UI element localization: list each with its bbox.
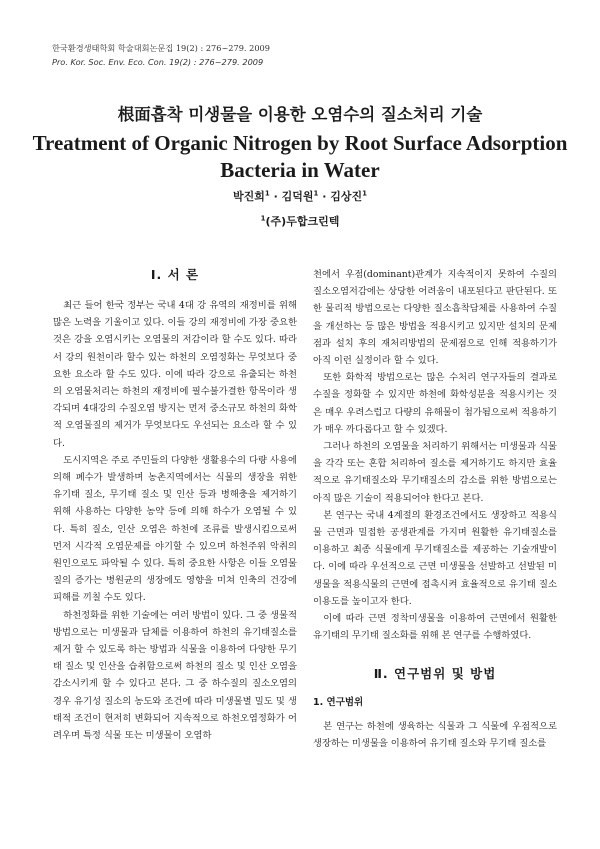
journal-citation-en: Pro. Kor. Soc. Env. Eco. Con. 19(2) : 276~279. 2009 xyxy=(52,57,264,67)
affiliation-name: (주)두합크린텍 xyxy=(265,215,340,228)
author-affiliation-mark: 1 xyxy=(313,189,319,198)
affiliation xyxy=(0,213,600,229)
paragraph: 하천정화를 위한 기술에는 여러 방법이 있다. 그 중 생물적 방법으로는 미생물과 담체를 이용하여 하천의 유기태질소를 제거 할 수 있도록 하는 방법과 식물을 이용하여 다양한 무기태 질소 및 인산을 습취함으로써 하천의 질소 및 인산 오염을 감소시키게 할 수 있다고 본다. 그 중 하수질의 질소오염의 경우 유기성 질소의 농도와 조건에 따라 미생물별 밀도 및 생태적 조건이 현저히 변화되어 지속적으로 하천오염정화가 어려우며 특정 식물 또는 미생물이 오염하 xyxy=(53,609,297,742)
journal-citation-ko: 한국환경생태학회 학술대회논문집 19(2) : 276~279. 2009 xyxy=(52,43,270,53)
paragraph: 본 연구는 하천에 생육하는 식물과 그 식물에 우점적으로 생장하는 미생물을 이용하여 유기태 질소와 무기태 질소를 xyxy=(313,720,557,749)
journal-citation xyxy=(52,41,270,69)
paragraph: 그러나 하천의 오염물을 처리하기 위해서는 미생물과 식물을 각각 또는 혼합 처리하여 질소를 제거하기도 하지만 효율적으로 유기태질소와 무기태질소의 감소를 위한 방법으로는 아직 많은 기술이 적용되어야 한다고 본다. xyxy=(313,441,557,504)
paragraph: 이에 따라 근면 정착미생물을 이용하여 근면에서 원활한 유기태의 무기태 질소화를 위해 본 연구를 수행하였다. xyxy=(313,613,557,642)
paragraph: 최근 들어 한국 정부는 국내 4대 강 유역의 재정비를 위해 많은 노력을 기울이고 있다. 이들 강의 재정비에 가장 중요한 것은 강을 오염시키는 오염물의 저감이라 할 수도 있다. 따라서 강의 원천이라 할수 있는 하천의 오염정화는 무엇보다 중요한 요소라 할 수도 있다. 이에 따라 강으로 유출되는 하천의 오염물처리는 하천의 재정비에 필수불가결한 항목이라 생각되며 4대강의 수질오염 방지는 먼저 중소규모 하천의 화학적 오염물질의 제거가 무엇보다도 우선되는 요소라 할 수 있다. xyxy=(53,300,297,449)
author-name: 김덕원 xyxy=(281,190,314,203)
paragraph: 천에서 우점(dominant)관계가 지속적이지 못하여 수질의 질소오염저감에는 상당한 어려움이 내포된다고 판단된다. 또한 물리적 방법으로는 다양한 질소흡착담체를 사용하여 수질을 개선하는 등 많은 방법을 적용시키고 있지만 설치의 문제점과 설치 후의 재처리방법의 문제점으로 인해 적용하기가 아직 이런 실정이라 할 수 있다. xyxy=(313,269,557,367)
author-list xyxy=(0,188,600,204)
title-english: Treatment of Organic Nitrogen by Root Surface Adsorption Bacteria in Water xyxy=(32,131,568,182)
right-column xyxy=(313,266,557,752)
author-separator: · xyxy=(318,190,331,203)
paragraph: 또한 화학적 방법으로는 많은 수처리 연구자들의 결과로 수질을 정화할 수 있지만 하천에 화학성분을 적용시키는 것은 매우 우려스럽고 다량의 유해물이 첨가됨으로써 적용하기가 매우 까다롭다고 할 수 있겠다. xyxy=(313,372,557,435)
author-affiliation-mark: 1 xyxy=(362,189,367,198)
author-name: 김상진 xyxy=(330,190,363,203)
author-name: 박진희 xyxy=(233,190,265,203)
title-korean: 根面흡착 미생물을 이용한 오염수의 질소처리 기술 xyxy=(117,105,483,124)
section-heading-scope-methods: Ⅱ. 연구범위 및 방법 xyxy=(373,666,497,682)
subsection-heading: 1. 연구범위 xyxy=(313,697,364,709)
author-affiliation-mark: 1 xyxy=(264,189,270,198)
left-column xyxy=(53,263,297,744)
paragraph: 도시지역은 주로 주민들의 다양한 생활용수의 다량 사용에 의해 폐수가 발생하며 농촌지역에서는 식물의 생장을 위한 유기태 질소, 무기태 질소 및 인산 등과 병해충을 제거하기 위해 사용하는 다양한 농약 등에 의해 하수가 오염될 수 있다. 특히 질소, 인산 오염은 하천에 조류를 발생시킴으로써 먼저 시각적 오염문제를 야기할 수 있으며 하천주위 악취의 원인으로도 파악될 수 있다. 특히 중요한 사항은 이들 오염물질의 증가는 병원균의 생장에도 영향을 미쳐 인축의 건강에 피해를 끼칠 수도 있다. xyxy=(53,454,297,604)
affiliation-mark: 1 xyxy=(260,214,266,223)
section-heading-introduction: Ⅰ. 서 론 xyxy=(150,267,200,282)
paragraph: 본 연구는 국내 4계절의 환경조건에서도 생장하고 적용식물 근면과 밀접한 공생관계를 가지며 원활한 유기태질소를 이용하고 최종 식물에게 무기태질소를 제공하는 기술개발이다. 이에 따라 우선적으로 근면 미생물을 선발하고 선발된 미생물을 적용식물의 근면에 접촉시켜 효율적으로 유기태 질소 이용도를 높이고자 한다. xyxy=(313,509,557,607)
author-separator: · xyxy=(269,190,282,203)
